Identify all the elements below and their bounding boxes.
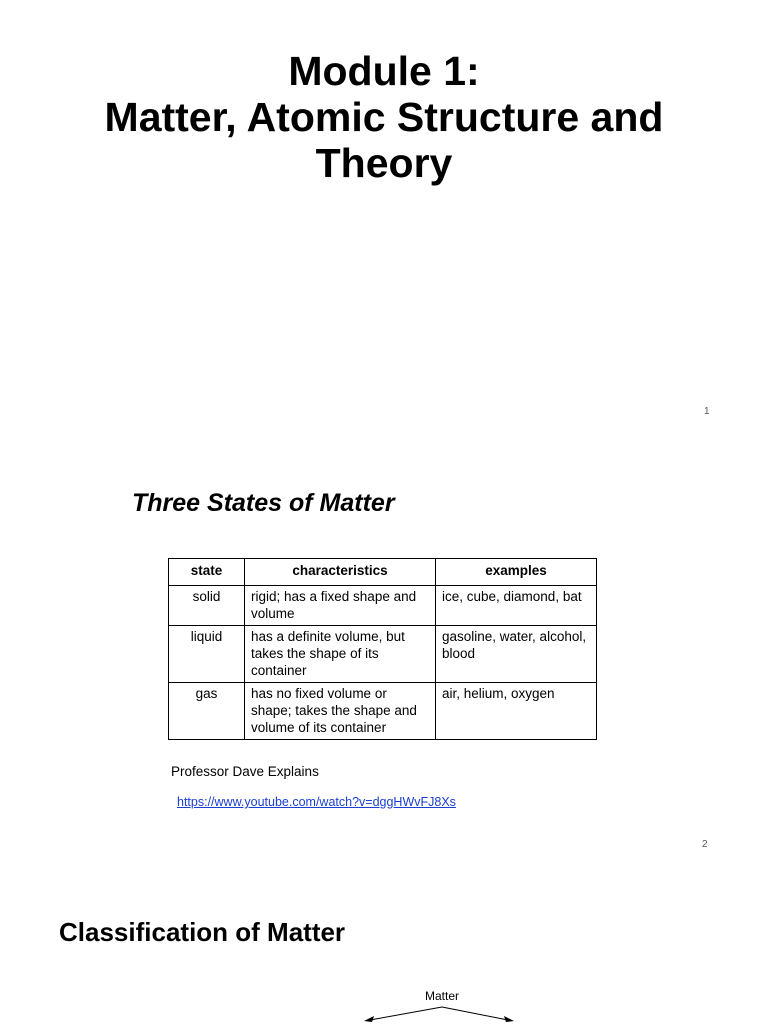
slide1-title-line3: Theory <box>315 140 453 186</box>
page-number-1: 1 <box>704 406 710 417</box>
state-cell: liquid <box>169 626 245 683</box>
slide3-title: Classification of Matter <box>59 917 346 947</box>
states-of-matter-table <box>168 558 597 740</box>
table-row <box>169 683 597 740</box>
video-credit: Professor Dave Explains <box>171 764 319 779</box>
branch-arrow-left-head <box>364 1016 374 1022</box>
branch-arrow-right <box>442 1007 508 1020</box>
state-cell: gas <box>169 683 245 740</box>
slide1-title-line2: Matter, Atomic Structure and <box>104 94 664 140</box>
diagram-branch-arrows <box>340 1000 530 1024</box>
table-row <box>169 586 597 626</box>
slide1-title <box>40 48 728 186</box>
state-cell: solid <box>169 586 245 626</box>
header-state: state <box>169 559 245 586</box>
slide2-title: Three States of Matter <box>132 489 395 517</box>
characteristics-cell: has no fixed volume or shape; takes the shape and volume of its container <box>245 683 436 740</box>
characteristics-cell: has a definite volume, but takes the shape of its container <box>245 626 436 683</box>
examples-cell: ice, cube, diamond, bat <box>436 586 597 626</box>
header-characteristics: characteristics <box>245 559 436 586</box>
slide1-title-line1: Module 1: <box>288 48 480 94</box>
examples-cell: air, helium, oxygen <box>436 683 597 740</box>
table-row <box>169 626 597 683</box>
characteristics-cell: rigid; has a fixed shape and volume <box>245 586 436 626</box>
diagram-node-matter: Matter <box>424 989 459 1003</box>
video-link[interactable]: https://www.youtube.com/watch?v=dggHWvFJ8Xs <box>177 795 456 809</box>
page-number-2: 2 <box>702 839 708 850</box>
header-examples: examples <box>436 559 597 586</box>
branch-arrow-right-head <box>504 1016 514 1022</box>
branch-arrow-left <box>370 1007 442 1020</box>
table-header-row <box>169 559 597 586</box>
examples-cell: gasoline, water, alcohol, blood <box>436 626 597 683</box>
